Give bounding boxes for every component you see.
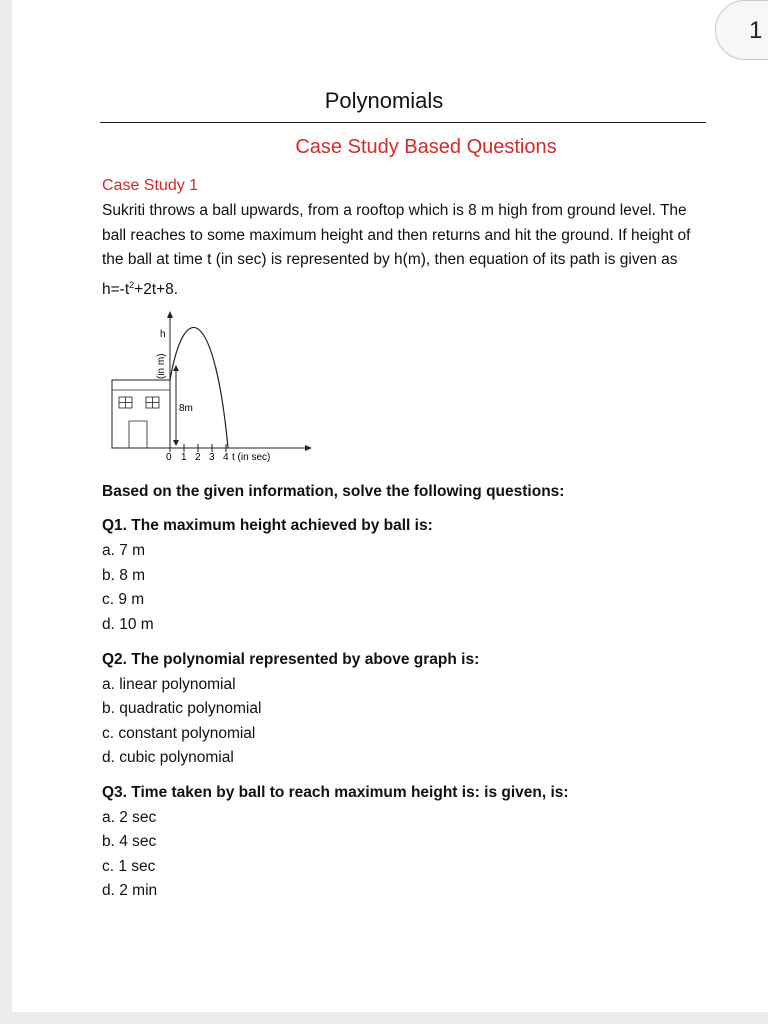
- y-axis-label: h: [160, 329, 166, 340]
- height-label: 8m: [179, 403, 193, 414]
- q2-option-b[interactable]: b. quadratic polynomial: [102, 700, 262, 717]
- x-tick-1: 1: [181, 452, 187, 463]
- page-title: Polynomials: [324, 88, 444, 113]
- questions-intro: Based on the given information, solve the following questions:: [102, 483, 565, 500]
- height-arrow-top: [173, 365, 179, 371]
- paragraph-line-2: ball reaches to some maximum height and then returns and hit the ground. If height of: [102, 226, 691, 244]
- case-study-paragraph: [102, 199, 702, 302]
- door-icon: [129, 421, 147, 448]
- equation-prefix: h=-t: [102, 280, 130, 298]
- q2-option-c[interactable]: c. constant polynomial: [102, 725, 256, 742]
- x-tick-4: 4: [223, 452, 229, 463]
- page-number: 1: [749, 17, 763, 44]
- ball-path-figure: [100, 305, 320, 467]
- q2-option-a[interactable]: a. linear polynomial: [102, 676, 236, 693]
- q1-option-a[interactable]: a. 7 m: [102, 542, 146, 559]
- q1-option-c[interactable]: c. 9 m: [102, 591, 145, 608]
- equation-suffix: +2t+8.: [134, 280, 179, 298]
- height-arrow-bottom: [173, 440, 179, 446]
- question-2: Q2. The polynomial represented by above graph is:: [102, 651, 480, 668]
- page-number-badge[interactable]: [715, 0, 768, 60]
- x-axis-label: t (in sec): [232, 452, 271, 463]
- y-axis-arrow: [167, 311, 173, 318]
- x-tick-2: 2: [195, 452, 201, 463]
- window-left-icon: [119, 397, 132, 408]
- title-divider: [100, 122, 706, 123]
- x-tick-3: 3: [209, 452, 215, 463]
- ball-trajectory-curve: [170, 327, 228, 448]
- window-right-icon: [146, 397, 159, 408]
- question-3: Q3. Time taken by ball to reach maximum height is: is given, is:: [102, 784, 569, 801]
- q3-option-c[interactable]: c. 1 sec: [102, 858, 156, 875]
- q3-option-d[interactable]: d. 2 min: [102, 882, 158, 899]
- paragraph-line-1: Sukriti throws a ball upwards, from a rooftop which is 8 m high from ground level. The: [102, 202, 687, 219]
- q1-option-d[interactable]: d. 10 m: [102, 616, 154, 633]
- equation: [102, 273, 702, 303]
- q1-option-b[interactable]: b. 8 m: [102, 567, 146, 584]
- q3-option-a[interactable]: a. 2 sec: [102, 809, 157, 826]
- y-unit-label: (in m): [156, 353, 167, 379]
- x-tick-0: 0: [166, 452, 172, 463]
- equation-exponent: 2: [129, 279, 135, 290]
- q2-option-d[interactable]: d. cubic polynomial: [102, 749, 234, 766]
- question-1: Q1. The maximum height achieved by ball is:: [102, 517, 433, 534]
- q3-option-b[interactable]: b. 4 sec: [102, 833, 157, 850]
- case-study-heading: Case Study 1: [102, 177, 199, 194]
- section-subtitle: Case Study Based Questions: [295, 136, 557, 158]
- x-axis-arrow: [305, 445, 312, 451]
- paragraph-line-3: the ball at time t (in sec) is represented by h(m), then equation of its path is given as: [102, 251, 678, 268]
